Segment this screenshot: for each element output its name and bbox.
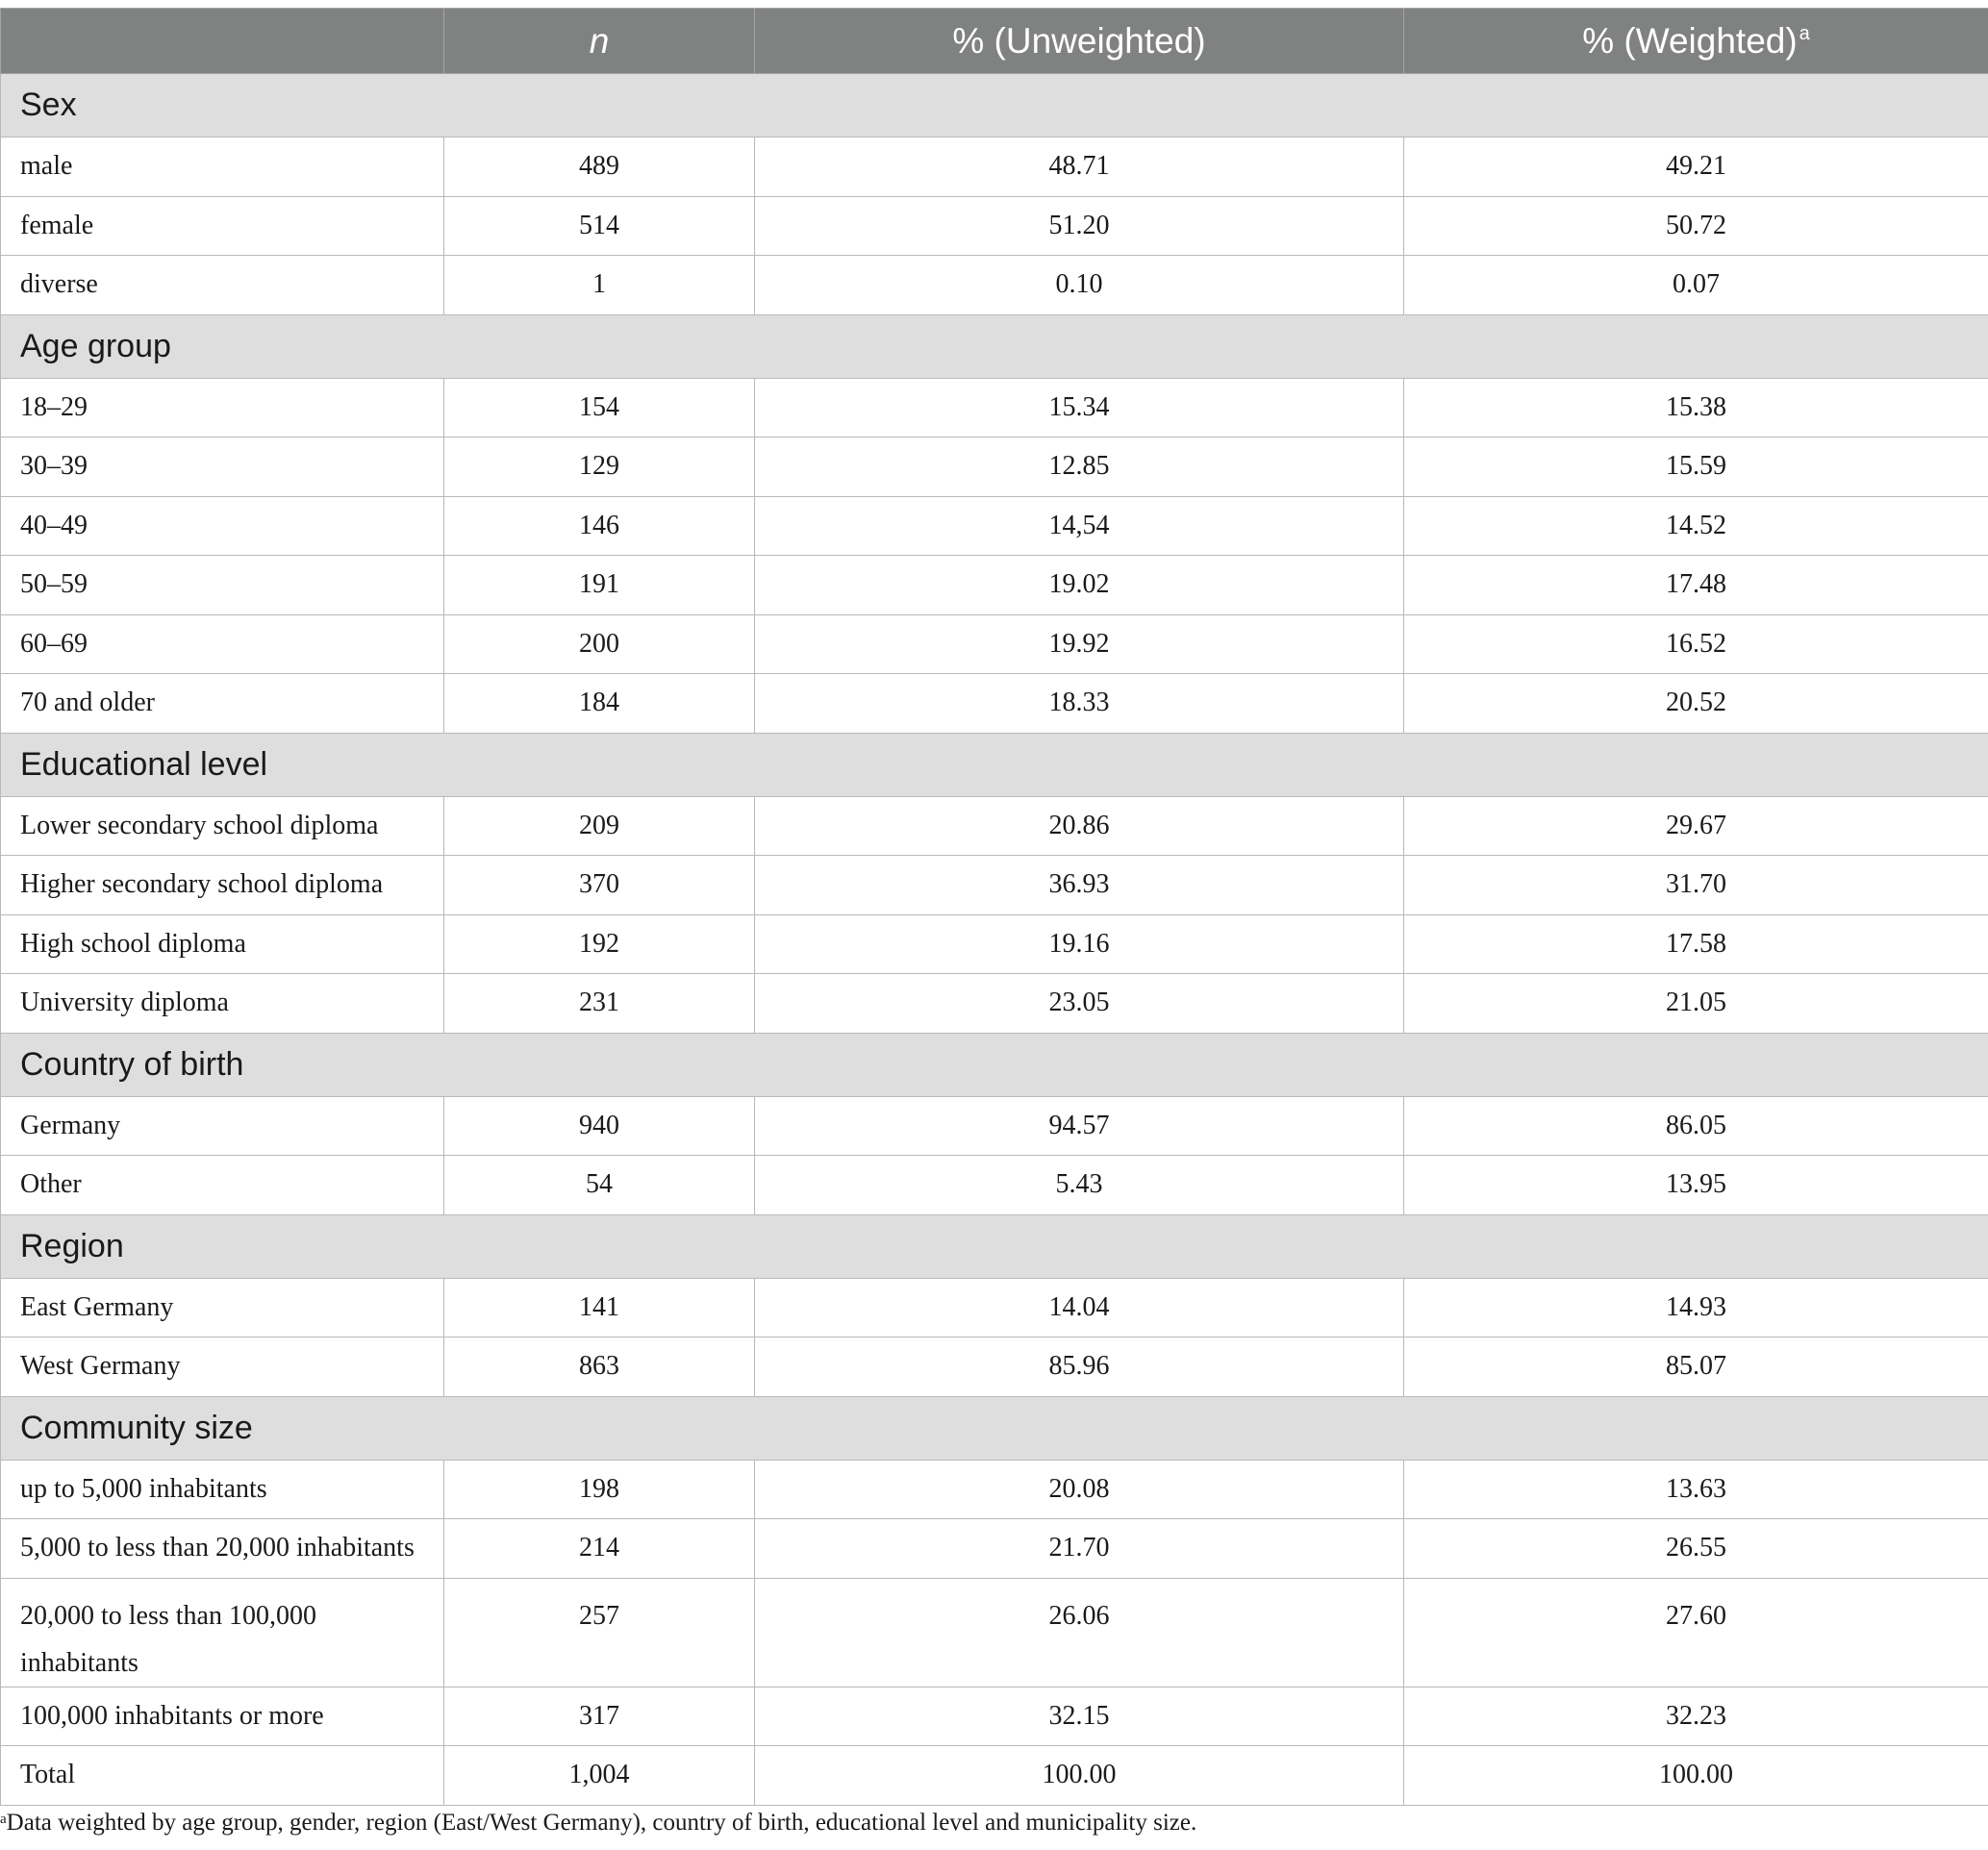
row-label: up to 5,000 inhabitants — [1, 1460, 444, 1519]
table-row — [1, 378, 1988, 438]
group-row-country-of-birth — [1, 1033, 1988, 1096]
header-label-column — [1, 9, 444, 74]
row-label: 70 and older — [1, 674, 444, 734]
cell-n: 191 — [444, 556, 755, 615]
header-unweighted-column: % (Unweighted) — [755, 9, 1404, 74]
group-title: Region — [1, 1214, 1988, 1278]
row-label: Lower secondary school diploma — [1, 796, 444, 856]
row-label: University diploma — [1, 974, 444, 1034]
cell-unweighted: 14.04 — [755, 1278, 1404, 1338]
cell-n: 154 — [444, 378, 755, 438]
cell-weighted: 86.05 — [1404, 1096, 1988, 1156]
table-footnote — [0, 1810, 1196, 1837]
table-row — [1, 438, 1988, 497]
cell-weighted: 27.60 — [1404, 1578, 1988, 1687]
header-weighted-footnote-marker: a — [1799, 22, 1810, 44]
group-title: Community size — [1, 1396, 1988, 1460]
cell-unweighted: 12.85 — [755, 438, 1404, 497]
cell-n: 54 — [444, 1156, 755, 1215]
row-label — [1, 1578, 444, 1687]
footnote-text: Data weighted by age group, gender, region (East/West Germany), country of birth, educational level and municipality size. — [6, 1810, 1197, 1836]
cell-weighted: 26.55 — [1404, 1519, 1988, 1579]
cell-unweighted: 19.02 — [755, 556, 1404, 615]
cell-n: 1,004 — [444, 1746, 755, 1806]
row-label: Higher secondary school diploma — [1, 856, 444, 915]
cell-n: 370 — [444, 856, 755, 915]
cell-unweighted: 48.71 — [755, 138, 1404, 197]
row-label: diverse — [1, 256, 444, 315]
row-label: West Germany — [1, 1338, 444, 1397]
cell-weighted: 13.95 — [1404, 1156, 1988, 1215]
group-row-region — [1, 1214, 1988, 1278]
cell-weighted: 49.21 — [1404, 138, 1988, 197]
cell-n: 489 — [444, 138, 755, 197]
demographics-table — [0, 8, 1988, 1806]
row-label: female — [1, 196, 444, 256]
cell-weighted: 15.59 — [1404, 438, 1988, 497]
row-label: 60–69 — [1, 614, 444, 674]
table-header — [1, 9, 1988, 74]
cell-n: 940 — [444, 1096, 755, 1156]
cell-unweighted: 19.92 — [755, 614, 1404, 674]
cell-weighted: 17.58 — [1404, 914, 1988, 974]
header-row — [1, 9, 1988, 74]
cell-unweighted: 20.08 — [755, 1460, 1404, 1519]
group-title: Educational level — [1, 733, 1988, 796]
total-row — [1, 1746, 1988, 1806]
cell-n: 129 — [444, 438, 755, 497]
cell-unweighted: 100.00 — [755, 1746, 1404, 1806]
table-row — [1, 256, 1988, 315]
group-title: Sex — [1, 74, 1988, 138]
table-row — [1, 496, 1988, 556]
table-row — [1, 1519, 1988, 1579]
cell-weighted: 15.38 — [1404, 378, 1988, 438]
table-row — [1, 674, 1988, 734]
group-title: Age group — [1, 314, 1988, 378]
row-label: East Germany — [1, 1278, 444, 1338]
group-row-age-group — [1, 314, 1988, 378]
cell-n: 514 — [444, 196, 755, 256]
table-row — [1, 1338, 1988, 1397]
group-row-educational-level — [1, 733, 1988, 796]
cell-weighted: 32.23 — [1404, 1687, 1988, 1746]
cell-unweighted: 5.43 — [755, 1156, 1404, 1215]
cell-unweighted: 51.20 — [755, 196, 1404, 256]
cell-n: 198 — [444, 1460, 755, 1519]
cell-weighted: 14.52 — [1404, 496, 1988, 556]
table-row — [1, 1278, 1988, 1338]
row-label: 40–49 — [1, 496, 444, 556]
table-body — [1, 74, 1988, 1806]
row-label-line-2: inhabitants — [20, 1647, 138, 1678]
row-label: Germany — [1, 1096, 444, 1156]
table-row — [1, 1156, 1988, 1215]
group-row-community-size — [1, 1396, 1988, 1460]
cell-weighted: 50.72 — [1404, 196, 1988, 256]
table-row — [1, 1096, 1988, 1156]
cell-weighted: 85.07 — [1404, 1338, 1988, 1397]
table-row — [1, 614, 1988, 674]
table-row — [1, 138, 1988, 197]
cell-n: 200 — [444, 614, 755, 674]
row-label: Total — [1, 1746, 444, 1806]
cell-n: 192 — [444, 914, 755, 974]
table-row — [1, 196, 1988, 256]
cell-weighted: 100.00 — [1404, 1746, 1988, 1806]
cell-unweighted: 18.33 — [755, 674, 1404, 734]
cell-unweighted: 85.96 — [755, 1338, 1404, 1397]
row-label: 50–59 — [1, 556, 444, 615]
cell-unweighted: 19.16 — [755, 914, 1404, 974]
table-row — [1, 856, 1988, 915]
cell-unweighted: 0.10 — [755, 256, 1404, 315]
footnote-marker: a — [0, 1812, 7, 1827]
table-row — [1, 1460, 1988, 1519]
cell-unweighted: 15.34 — [755, 378, 1404, 438]
header-weighted-column — [1404, 9, 1988, 74]
cell-weighted: 31.70 — [1404, 856, 1988, 915]
header-weighted-label: % (Weighted) — [1582, 20, 1798, 61]
table-row — [1, 974, 1988, 1034]
cell-unweighted: 21.70 — [755, 1519, 1404, 1579]
cell-n: 141 — [444, 1278, 755, 1338]
cell-n: 146 — [444, 496, 755, 556]
cell-weighted: 20.52 — [1404, 674, 1988, 734]
header-n-column: n — [444, 9, 755, 74]
cell-weighted: 13.63 — [1404, 1460, 1988, 1519]
row-label-line-1: 20,000 to less than 100,000 — [20, 1600, 316, 1631]
cell-weighted: 0.07 — [1404, 256, 1988, 315]
row-label: male — [1, 138, 444, 197]
row-label: 30–39 — [1, 438, 444, 497]
cell-weighted: 14.93 — [1404, 1278, 1988, 1338]
cell-n: 231 — [444, 974, 755, 1034]
cell-n: 1 — [444, 256, 755, 315]
cell-n: 209 — [444, 796, 755, 856]
demographics-table-container — [0, 8, 1988, 1806]
row-label: High school diploma — [1, 914, 444, 974]
cell-weighted: 17.48 — [1404, 556, 1988, 615]
table-row — [1, 796, 1988, 856]
cell-n: 863 — [444, 1338, 755, 1397]
table-row — [1, 556, 1988, 615]
cell-unweighted: 94.57 — [755, 1096, 1404, 1156]
cell-n: 214 — [444, 1519, 755, 1579]
row-label: 5,000 to less than 20,000 inhabitants — [1, 1519, 444, 1579]
cell-n: 317 — [444, 1687, 755, 1746]
cell-unweighted: 20.86 — [755, 796, 1404, 856]
table-row — [1, 1687, 1988, 1746]
cell-n: 257 — [444, 1578, 755, 1687]
cell-weighted: 29.67 — [1404, 796, 1988, 856]
row-label: Other — [1, 1156, 444, 1215]
cell-unweighted: 23.05 — [755, 974, 1404, 1034]
group-row-sex — [1, 74, 1988, 138]
row-label: 18–29 — [1, 378, 444, 438]
cell-n: 184 — [444, 674, 755, 734]
table-row — [1, 914, 1988, 974]
table-row — [1, 1578, 1988, 1687]
cell-weighted: 21.05 — [1404, 974, 1988, 1034]
cell-unweighted: 32.15 — [755, 1687, 1404, 1746]
cell-weighted: 16.52 — [1404, 614, 1988, 674]
cell-unweighted: 26.06 — [755, 1578, 1404, 1687]
row-label: 100,000 inhabitants or more — [1, 1687, 444, 1746]
cell-unweighted: 36.93 — [755, 856, 1404, 915]
group-title: Country of birth — [1, 1033, 1988, 1096]
cell-unweighted: 14,54 — [755, 496, 1404, 556]
